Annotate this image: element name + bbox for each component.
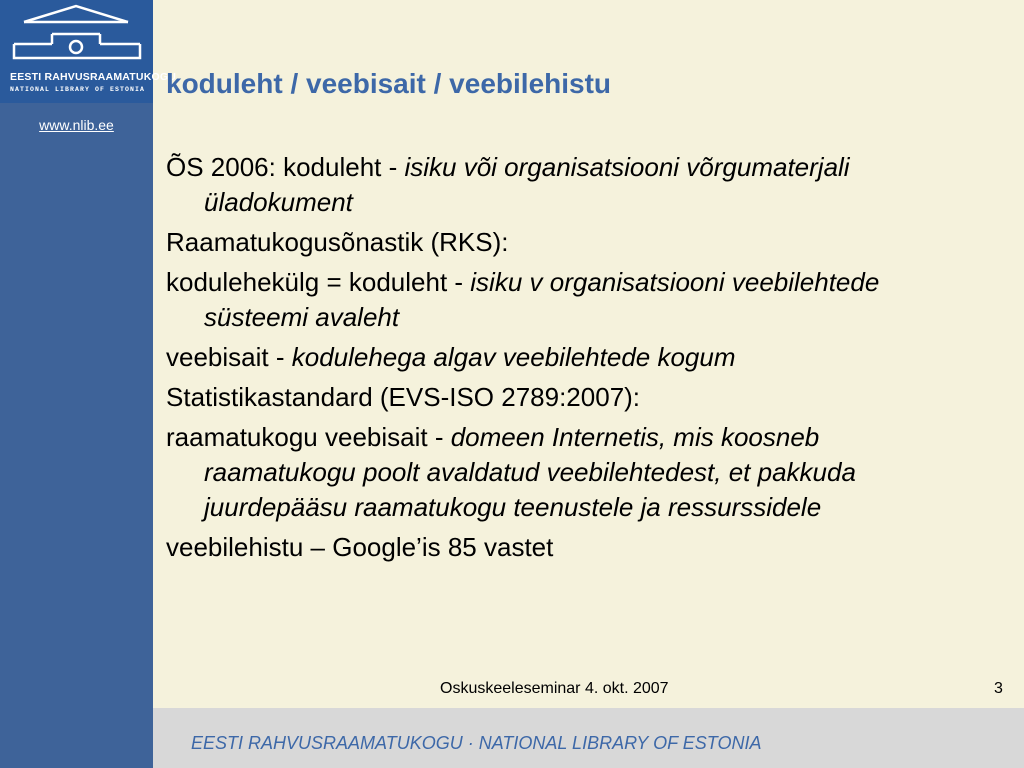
item-term: ÕS 2006: koduleht - bbox=[166, 152, 405, 182]
slide-title: koduleht / veebisait / veebilehistu bbox=[166, 68, 612, 99]
sidebar bbox=[0, 0, 176, 768]
item-definition: isiku või organisatsiooni võrgumaterjali üladokument bbox=[204, 152, 850, 217]
bottom-band-text: EESTI RAHVUSRAAMATUKOGU · NATIONAL LIBRARY OF ESTONIA bbox=[191, 733, 762, 753]
item-definition: domeen Internetis, mis koosneb raamatukogu poolt avaldatud veebilehtedest, et pakkuda juurdepääsu raamatukogu teenustele ja ressurssidele bbox=[204, 422, 856, 522]
definition-list bbox=[166, 150, 966, 570]
item-term: Raamatukogusõnastik (RKS): bbox=[166, 227, 509, 257]
list-item bbox=[166, 340, 966, 375]
list-item bbox=[166, 530, 966, 565]
item-term: veebilehistu – Google’is 85 vastet bbox=[166, 532, 554, 562]
list-item bbox=[166, 225, 966, 260]
footer-text: Oskuskeeleseminar 4. okt. 2007 bbox=[440, 680, 669, 697]
item-definition: kodulehega algav veebilehtede kogum bbox=[291, 342, 736, 372]
item-term: kodulehekülg = koduleht - bbox=[166, 267, 471, 297]
item-term: Statistikastandard (EVS-ISO 2789:2007): bbox=[166, 382, 641, 412]
library-logo bbox=[0, 0, 176, 103]
list-item bbox=[166, 420, 966, 525]
library-building-icon bbox=[0, 0, 153, 70]
website-link[interactable]: www.nlib.ee bbox=[39, 117, 114, 133]
bottom-band bbox=[153, 708, 1024, 768]
slide-number: 3 bbox=[994, 680, 1003, 697]
item-term: raamatukogu veebisait - bbox=[166, 422, 451, 452]
item-term: veebisait - bbox=[166, 342, 292, 372]
logo-name: EESTI RAHVUSRAAMATUKOGU bbox=[10, 71, 176, 83]
item-definition: isiku v organisatsiooni veebilehtede süsteemi avaleht bbox=[204, 267, 880, 332]
logo-subtitle: NATIONAL LIBRARY OF ESTONIA bbox=[10, 86, 146, 93]
list-item bbox=[166, 150, 966, 220]
list-item bbox=[166, 380, 966, 415]
list-item bbox=[166, 265, 966, 335]
